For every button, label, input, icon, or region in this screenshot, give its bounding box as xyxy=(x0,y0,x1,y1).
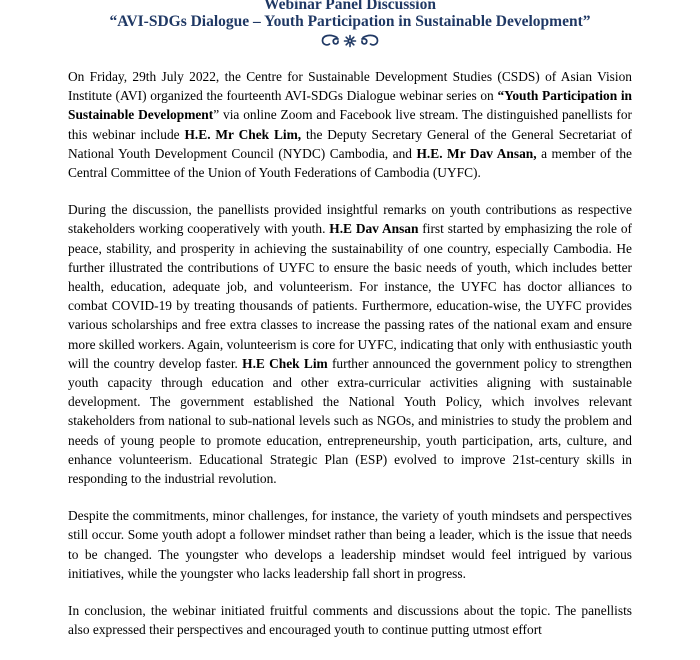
document-title-line2: “AVI-SDGs Dialogue – Youth Participation in Sustainable Development” xyxy=(109,12,591,30)
header-ornament xyxy=(68,33,632,49)
document-body xyxy=(68,67,632,639)
floral-divider-icon xyxy=(319,33,381,49)
paragraph-challenges: Despite the commitments, minor challenges, for instance, the variety of youth mindsets and perspectives still occur. Some youth adopt a follower mindset rather than being a leader, which is the issue that needs to be changed. The youngster who develops a leadership mindset would feel intrigued by various initiatives, while the youngster who lacks leadership fall short in progress. xyxy=(68,508,632,581)
document-title-line1: Webinar Panel Discussion xyxy=(264,0,436,13)
document-header xyxy=(68,0,632,49)
paragraph-intro: On Friday, 29th July 2022, the Centre for Sustainable Development Studies (CSDS) of Asian Vision Institute (AVI) organized the fourteenth AVI-SDGs Dialogue webinar series on “Youth Participation in Sustainable Development” via online Zoom and Facebook live stream. The distinguished panellists for this webinar include H.E. Mr Chek Lim, the Deputy Secretary General of the General Secretariat of National Youth Development Council (NYDC) Cambodia, and H.E. Mr Dav Ansan, a member of the Central Committee of the Union of Youth Federations of Cambodia (UYFC). xyxy=(68,69,633,181)
paragraph-conclusion: In conclusion, the webinar initiated fruitful comments and discussions about the topic. The panellists also expressed their perspectives and encouraged youth to continue putting utmost effort xyxy=(68,603,632,638)
paragraph-discussion: During the discussion, the panellists provided insightful remarks on youth contributions as respective stakeholders working cooperatively with youth. H.E Dav Ansan first started by emphasizing the role of peace, stability, and prosperity in achieving the sustainability of one country, especially Cambodia. He further illustrated the contributions of UYFC to ensure the basic needs of youth, which includes better health, education, adequate job, and volunteerism. For instance, the UYFC has doctor alliances to combat COVID-19 by treating thousands of patients. Furthermore, education-wise, the UYFC provides various scholarships and free extra classes to increase the passing rates of the national exam and ensure more skilled workers. Again, volunteerism is core for UYFC, indicating that only with enthusiastic youth will the country develop faster. H.E Chek Lim further announced the government policy to strengthen youth capacity through education and other extra-curricular activities aligning with sustainable development. The government established the National Youth Policy, which involves relevant stakeholders from national to sub-national levels such as NGOs, and ministries to study the problem and needs of young people to promote education, entrepreneurship, youth participation, arts, culture, and enhance volunteerism. Educational Strategic Plan (ESP) evolved to improve 21st-century skills in responding to the industrial revolution. xyxy=(68,202,632,487)
